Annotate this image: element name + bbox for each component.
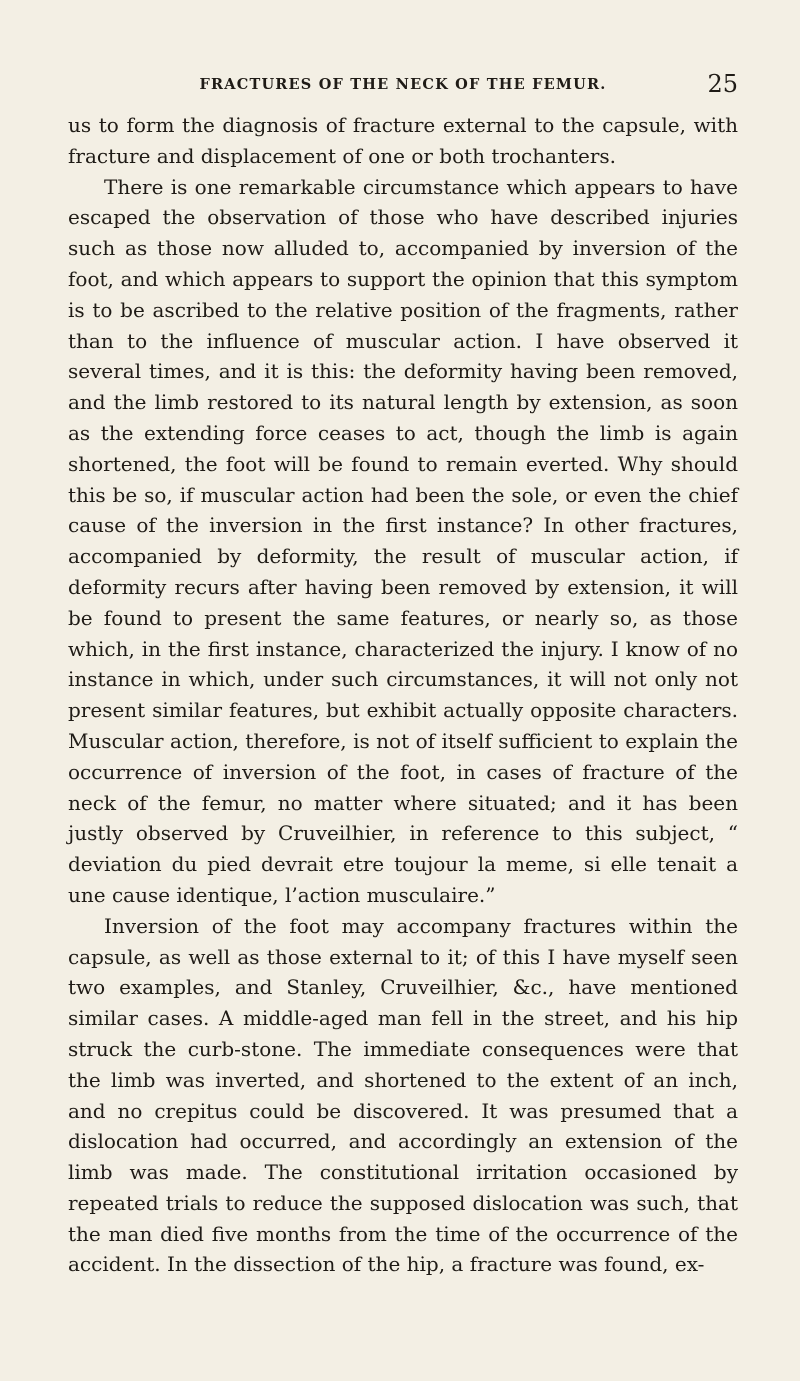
paragraph-continuation: us to form the diagnosis of fracture external to the capsule, with fracture and displacement of one or both trochanters. bbox=[68, 113, 738, 168]
running-title: FRACTURES OF THE NECK OF THE FEMUR. bbox=[199, 76, 607, 93]
body-text bbox=[68, 110, 738, 1280]
running-head bbox=[68, 70, 738, 106]
page-number: 25 bbox=[707, 70, 738, 98]
paragraph-inversion-circumstance: There is one remarkable circumstance which appears to have escaped the observation of those who have described injuries such as those now alluded to, accompanied by inversion of the foot, and which appears to support the opinion that this symptom is to be ascribed to the relative position of the fragments, rather than to the influence of muscular action. I have observed it several times, and it is this: the deformity having been removed, and the limb restored to its natural length by extension, as soon as the extending force ceases to act, though the limb is again shortened, the foot will be found to remain everted. Why should this be so, if muscular action had been the sole, or even the chief cause of the inversion in the first instance? In other fractures, accompanied by deformity, the result of muscular action, if deformity recurs after having been removed by extension, it will be found to present the same features, or nearly so, as those which, in the first instance, characterized the injury. I know of no instance in which, under such circumstances, it will not only not present similar features, but exhibit actually opposite characters. Muscular action, therefore, is not of itself sufficient to explain the occurrence of inversion of the foot, in cases of fracture of the neck of the femur, no matter where situated; and it has been justly observed by Cruveilhier, in reference to this subject, “ deviation du pied devrait etre toujour la meme, si elle tenait a une cause identique, l’action musculaire.” bbox=[68, 174, 738, 907]
paragraph-inversion-cases: Inversion of the foot may accompany fractures within the capsule, as well as those external to it; of this I have myself seen two examples, and Stanley, Cruveilhier, &c., have mentioned similar cases. A middle-aged man fell in the street, and his hip struck the curb-stone. The immediate consequences were that the limb was inverted, and shortened to the extent of an inch, and no crepitus could be discovered. It was presumed that a dislocation had occurred, and accordingly an extension of the limb was made. The constitutional irritation occasioned by repeated trials to reduce the supposed dislocation was such, that the man died five months from the time of the occurrence of the accident. In the dissection of the hip, a fracture was found, ex- bbox=[68, 913, 738, 1277]
